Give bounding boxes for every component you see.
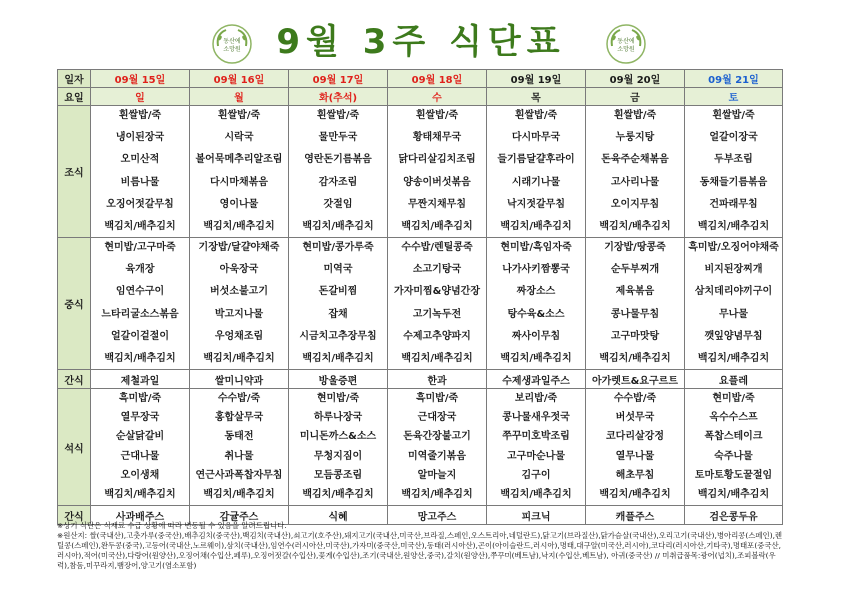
day-cell: 수 (388, 88, 487, 106)
menu-item: 들기름달걀후라이 (497, 154, 575, 166)
menu-cell (289, 389, 388, 506)
menu-item: 오이생채 (120, 469, 160, 481)
menu-item: 버섯소불고기 (210, 286, 268, 298)
dinner-row (58, 389, 783, 506)
menu-item: 백김치/배추김치 (401, 488, 473, 500)
menu-item: 백김치/배추김치 (104, 352, 176, 364)
menu-item: 연근사과폭찹자무침 (195, 469, 283, 481)
menu-item: 영이나물 (219, 198, 259, 210)
page-title: 9월 3주 식단표 (276, 22, 566, 62)
menu-item: 미니돈까스&소스 (299, 431, 377, 443)
menu-item: 냉이된장국 (115, 132, 165, 144)
menu-item-list (91, 106, 189, 237)
menu-item: 백김치/배추김치 (599, 220, 671, 232)
menu-item: 감자조림 (318, 176, 358, 188)
snack-cell: 사과배주스 (91, 506, 190, 525)
snack-cell: 검은콩두유 (685, 506, 783, 525)
date-cell: 09월 21일 (685, 70, 783, 88)
menu-item: 영란돈기름볶음 (304, 154, 372, 166)
menu-item: 흑미밥/오징어야채죽 (688, 242, 779, 253)
menu-item: 탕수육&소스 (507, 308, 565, 320)
menu-item: 옥수수스프 (709, 412, 758, 424)
svg-text:소망원: 소망원 (617, 46, 635, 53)
menu-item: 임연수구이 (115, 286, 165, 298)
lunch-label: 중식 (58, 238, 91, 370)
date-cell: 09월 19일 (487, 70, 586, 88)
menu-item: 흰쌀밥/죽 (514, 110, 558, 121)
lunch-row (58, 238, 783, 370)
menu-item: 수제고추양파지 (403, 330, 471, 342)
menu-item: 돈갈비찜 (318, 286, 358, 298)
menu-item: 소고기탕국 (412, 264, 462, 276)
snack-cell: 요플레 (685, 370, 783, 389)
menu-item: 물만두국 (318, 132, 358, 144)
menu-item: 백김치/배추김치 (401, 352, 473, 364)
menu-item: 보리밥/죽 (514, 393, 558, 404)
day-cell: 목 (487, 88, 586, 106)
menu-item: 흑미밥/죽 (118, 393, 162, 404)
menu-cell (685, 238, 783, 370)
menu-item: 백김치/배추김치 (401, 220, 473, 232)
menu-item: 미역국 (323, 264, 353, 276)
menu-item-list (91, 389, 189, 505)
svg-text:소망원: 소망원 (223, 46, 241, 53)
menu-item: 흰쌀밥/죽 (712, 110, 755, 121)
menu-item-list (190, 389, 288, 505)
menu-item: 토마토황도꿀절임 (694, 469, 773, 481)
menu-item: 수수밥/죽 (217, 393, 261, 404)
snack-cell: 피크닉 (487, 506, 586, 525)
menu-item: 시래기나물 (511, 176, 561, 188)
day-cell: 금 (586, 88, 685, 106)
menu-cell (190, 389, 289, 506)
date-label: 일자 (58, 70, 91, 88)
menu-item: 오징어젓갈무침 (106, 198, 174, 210)
menu-item: 백김치/배추김치 (302, 220, 374, 232)
menu-item: 백김치/배추김치 (697, 352, 770, 364)
menu-item: 백김치/배추김치 (500, 220, 572, 232)
menu-item: 흰쌀밥/죽 (613, 110, 657, 121)
menu-item: 무짠지채무침 (408, 198, 466, 210)
menu-item: 백김치/배추김치 (302, 488, 374, 500)
menu-cell (190, 238, 289, 370)
menu-item: 알마늘지 (417, 469, 457, 481)
date-cell: 09월 17일 (289, 70, 388, 88)
menu-item: 누룽지탕 (615, 132, 655, 144)
menu-item: 열무나물 (615, 450, 655, 462)
menu-item: 아욱장국 (219, 264, 259, 276)
menu-cell (487, 106, 586, 238)
menu-item: 다시마무국 (511, 132, 561, 144)
snack-cell: 쌀미니약과 (190, 370, 289, 389)
menu-item: 흰쌀밥/죽 (118, 110, 162, 121)
menu-item: 흰쌀밥/죽 (217, 110, 261, 121)
svg-text:동산에: 동산에 (223, 38, 241, 45)
menu-item: 현미밥/고구마죽 (104, 242, 176, 253)
snack-cell: 아가렛트&요구르트 (586, 370, 685, 389)
date-row (58, 70, 783, 88)
menu-item: 제육볶음 (615, 286, 655, 298)
menu-cell (289, 238, 388, 370)
menu-item: 깻잎양념무침 (704, 330, 763, 342)
menu-item: 비지된장찌개 (704, 264, 763, 276)
menu-cell (289, 106, 388, 238)
menu-item: 백김치/배추김치 (500, 488, 572, 500)
menu-cell (190, 106, 289, 238)
menu-item: 현미밥/죽 (712, 393, 755, 404)
menu-cell (91, 389, 190, 506)
menu-cell (487, 238, 586, 370)
snack-cell: 방울증편 (289, 370, 388, 389)
menu-item: 콩나물무침 (610, 308, 660, 320)
breakfast-label: 조식 (58, 106, 91, 238)
menu-item-list (487, 106, 585, 237)
menu-cell (586, 238, 685, 370)
day-label: 요일 (58, 88, 91, 106)
menu-item: 수수밥/죽 (613, 393, 657, 404)
menu-item: 돈육간장불고기 (403, 431, 471, 443)
snack-row (58, 370, 783, 389)
menu-item: 홍합살무국 (214, 412, 264, 424)
menu-item: 근대나물 (120, 450, 160, 462)
menu-item: 기장밥/땅콩죽 (604, 242, 666, 253)
menu-item: 백김치/배추김치 (302, 352, 374, 364)
menu-item-list (685, 238, 782, 369)
date-cell: 09월 16일 (190, 70, 289, 88)
menu-item: 비름나물 (120, 176, 160, 188)
svg-text:동산에: 동산에 (617, 38, 635, 45)
menu-item: 얼갈이장국 (709, 132, 758, 144)
menu-item-list (190, 238, 288, 369)
menu-item: 수수밥/렌틸콩죽 (401, 242, 473, 253)
snack-label: 간식 (58, 370, 91, 389)
menu-item-list (91, 238, 189, 369)
menu-item: 현미밥/콩가루죽 (302, 242, 374, 253)
menu-item: 건파래무침 (709, 198, 758, 210)
menu-item: 흰쌀밥/죽 (415, 110, 459, 121)
menu-item: 오이지무침 (610, 198, 660, 210)
menu-item: 흰쌀밥/죽 (316, 110, 360, 121)
menu-item: 코다리살강정 (606, 431, 664, 443)
menu-item: 백김치/배추김치 (500, 352, 572, 364)
menu-item: 돈육주순채볶음 (601, 154, 669, 166)
menu-cell (685, 389, 783, 506)
menu-item-list (685, 106, 782, 237)
footer (57, 521, 785, 571)
menu-item: 우엉채조림 (214, 330, 264, 342)
menu-cell (91, 106, 190, 238)
menu-item: 버섯무국 (615, 412, 655, 424)
menu-item: 무청지짐이 (313, 450, 363, 462)
menu-item: 고구마맛탕 (610, 330, 660, 342)
snack-label: 간식 (58, 506, 91, 525)
menu-item-list (487, 389, 585, 505)
menu-item: 열무장국 (120, 412, 160, 424)
day-cell: 일 (91, 88, 190, 106)
menu-item-list (289, 238, 387, 369)
menu-item: 현미밥/흑임자죽 (500, 242, 572, 253)
menu-item: 백김치/배추김치 (104, 488, 176, 500)
menu-item: 숙주나물 (714, 450, 753, 462)
day-cell: 토 (685, 88, 783, 106)
menu-item: 다시마채볶음 (210, 176, 268, 188)
menu-item: 짜장소스 (516, 286, 556, 298)
menu-item: 고사리나물 (610, 176, 660, 188)
snack-cell: 망고주스 (388, 506, 487, 525)
menu-item: 낙지젓갈무침 (507, 198, 565, 210)
menu-item: 현미밥/죽 (316, 393, 360, 404)
day-row (58, 88, 783, 106)
menu-item: 근대장국 (417, 412, 457, 424)
menu-item-list (289, 389, 387, 505)
menu-item: 육개장 (125, 264, 155, 276)
menu-item: 취나물 (224, 450, 254, 462)
menu-item: 기장밥/달걀야채죽 (198, 242, 280, 253)
menu-cell (685, 106, 783, 238)
menu-item-list (190, 106, 288, 237)
menu-item-list (487, 238, 585, 369)
menu-item-list (388, 106, 486, 237)
menu-table (57, 69, 783, 525)
day-cell: 화(추석) (289, 88, 388, 106)
snack-cell: 감귤주스 (190, 506, 289, 525)
menu-item-list (289, 106, 387, 237)
menu-item: 가자미찜&양념간장 (393, 286, 480, 298)
menu-item: 모듬콩조림 (313, 469, 363, 481)
menu-item: 황태채무국 (412, 132, 462, 144)
menu-item: 삼치데리야끼구이 (694, 286, 773, 298)
date-cell: 09월 15일 (91, 70, 190, 88)
menu-item: 고기녹두전 (412, 308, 462, 320)
menu-item-list (685, 389, 782, 505)
menu-cell (388, 238, 487, 370)
menu-item: 동채들기름볶음 (699, 176, 768, 188)
menu-item: 느타리굴소스볶음 (101, 308, 179, 320)
menu-item: 잡채 (328, 308, 348, 320)
footer-note: ※상기 식단은 식재료 수급 상황에 따라 변동될 수 있음을 알려드립니다. (57, 521, 287, 530)
menu-item: 콩나물새우젓국 (502, 412, 570, 424)
menu-item: 짜사이무침 (511, 330, 561, 342)
menu-cell (388, 389, 487, 506)
menu-item: 고구마순나물 (507, 450, 565, 462)
menu-item: 박고지나물 (214, 308, 264, 320)
menu-item-list (388, 389, 486, 505)
breakfast-row (58, 106, 783, 238)
menu-item: 볼어묵메추리알조림 (195, 154, 283, 166)
menu-item: 오미산적 (120, 154, 160, 166)
menu-item: 백김치/배추김치 (599, 352, 671, 364)
menu-item: 갓절임 (323, 198, 353, 210)
menu-item: 백김치/배추김치 (104, 220, 176, 232)
snack-cell: 식혜 (289, 506, 388, 525)
menu-cell (487, 389, 586, 506)
day-cell: 월 (190, 88, 289, 106)
menu-item: 백김치/배추김치 (203, 488, 275, 500)
menu-item-list (586, 389, 684, 505)
date-cell: 09월 18일 (388, 70, 487, 88)
menu-item: 백김치/배추김치 (697, 220, 770, 232)
menu-item: 백김치/배추김치 (599, 488, 671, 500)
menu-item: 해초무침 (615, 469, 655, 481)
menu-item: 백김치/배추김치 (203, 220, 275, 232)
menu-item: 김구이 (521, 469, 551, 481)
date-cell: 09월 20일 (586, 70, 685, 88)
menu-item: 나가사키짬뽕국 (502, 264, 570, 276)
menu-cell (586, 106, 685, 238)
menu-cell (586, 389, 685, 506)
header (0, 0, 842, 68)
footer-origin: ※원산지: 쌀(국내산),고춧가루(중국산),배추김치(중국산),백김치(국내산),쇠고기(호주산),돼지고기(국내산,미국산,브라질,스페인,오스트리아,네덜란드),닭고기(브라질산),닭가슴살(국내산),오리고기(국내산),병아리콩(스페인),렌틸콩(스페인),완두콩(중국),고등어(국내산,노르웨이),삼치(국내산),임연수(러시아산,미국산),가자미(중국산,미국산),동태(러시아산),곤이(아이슬란드,러시아),명태,대구알(미국산,러시아),코다리(러시아산,기타국),명태포(중국산,러시아),적어(미국산),다랑어(원양산),오징어채(수입산,페루),오징어젓갈(수입산),꽃게(수입산),조기(국내산,원양산,중국),갈치(원양산),쭈꾸미(베트남),낙지(수입산,베트남), 아귀(중국산) // 미취급품목:광어(넙치),조피볼락(우럭),참돔,미꾸라지,뱀장어,양고기(염소포함) (57, 531, 783, 570)
menu-item: 쭈꾸미호박조림 (502, 431, 570, 443)
menu-item: 무나물 (719, 308, 748, 320)
logo-icon (606, 24, 646, 64)
snack-cell: 제철과일 (91, 370, 190, 389)
menu-item: 닭다리살김치조림 (398, 154, 476, 166)
menu-item: 폭찹스테이크 (704, 431, 763, 443)
menu-item: 순두부찌개 (610, 264, 660, 276)
menu-item: 백김치/배추김치 (697, 488, 770, 500)
menu-item: 백김치/배추김치 (203, 352, 275, 364)
menu-item: 시락국 (224, 132, 254, 144)
menu-item: 두부조림 (714, 154, 753, 166)
menu-item: 하루나장국 (313, 412, 363, 424)
menu-cell (91, 238, 190, 370)
menu-cell (388, 106, 487, 238)
menu-item: 흑미밥/죽 (415, 393, 459, 404)
menu-item: 미역줄기볶음 (408, 450, 466, 462)
menu-item: 순살닭갈비 (115, 431, 165, 443)
snack-cell: 한과 (388, 370, 487, 389)
menu-item: 시금치고추장무침 (299, 330, 377, 342)
menu-item: 동태전 (224, 431, 254, 443)
dinner-label: 석식 (58, 389, 91, 506)
menu-item: 양송이버섯볶음 (403, 176, 471, 188)
snack-cell: 캐플주스 (586, 506, 685, 525)
menu-item-list (388, 238, 486, 369)
menu-item: 얼갈이겉절이 (111, 330, 169, 342)
snack-cell: 수제생과일주스 (487, 370, 586, 389)
menu-item-list (586, 238, 684, 369)
menu-item-list (586, 106, 684, 237)
